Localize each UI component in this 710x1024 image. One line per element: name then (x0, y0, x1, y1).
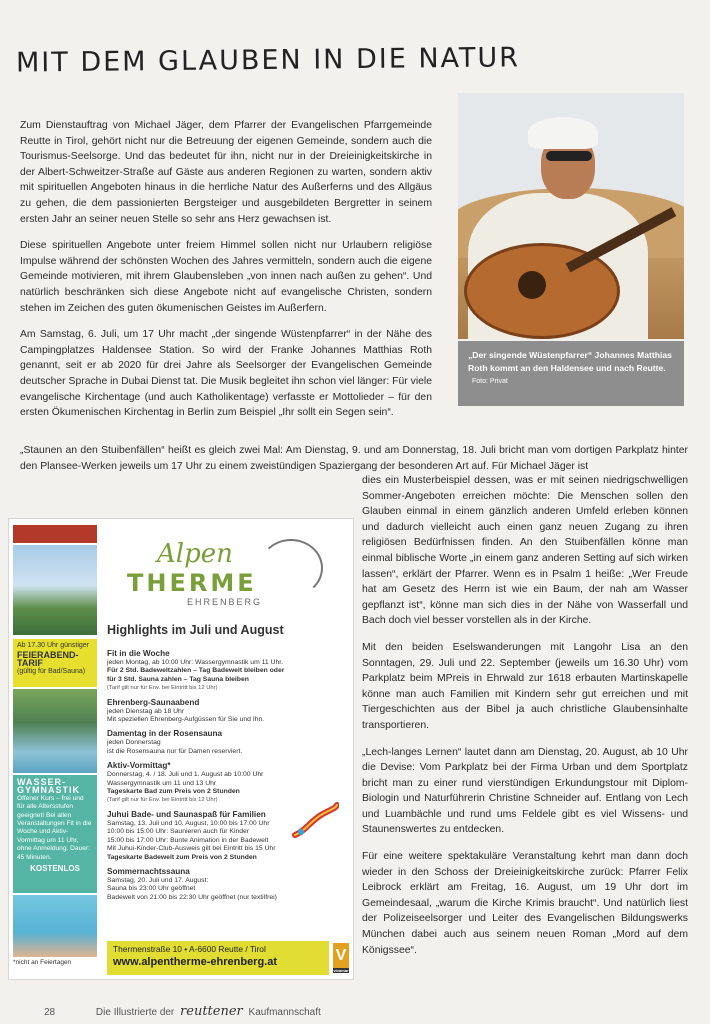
intro-text (20, 118, 432, 432)
highlight-line: Wassergymnastik um 11 und 13 Uhr (107, 779, 217, 787)
intro-paragraph: Diese spirituellen Angebote unter freiem Himmel sollen nicht nur Urlaubern religiöse Impulse während der schönsten Wochen des Jahres vermitteln, sondern auch die eigene Gemeinde motivieren, mit ihrem Glaubensleben „von innen nach außen zu gehen“. Und natürlich beschränken sich diese Angebote nicht auf evangelische Christen, sondern stehen im Zeichen des guten ökumenischen Geistes im Außerfern. (20, 240, 432, 314)
red-bar (13, 525, 97, 543)
ad-address: Thermenstraße 10 • A-6600 Reutte / Tirol (113, 944, 266, 954)
therme-exterior-photo (13, 689, 97, 773)
kostenlos-label: KOSTENLOS (30, 864, 80, 874)
highlight-title: Ehrenberg-Saunaabend (107, 697, 200, 707)
page-footer (44, 1004, 321, 1019)
highlight-line: jeden Dienstag ab 18 Uhr (107, 707, 185, 715)
highlight-item (107, 867, 347, 902)
holiday-note: *nicht an Feiertagen (13, 959, 72, 966)
highlight-line: Badewelt von 21:00 bis 22:30 Uhr geöffnet (nur textilfrei) (107, 893, 277, 901)
badge-text: vivamar (333, 968, 349, 973)
wassergymnastik-tile (13, 775, 97, 893)
column-paragraph: Für eine weitere spektakuläre Veranstaltung kehrt man dann doch wieder in den Schoss der Dreieinigkeitskirche zurück: Pfarrer Felix Leibrock erklärt am Freitag, 16. August, um 19 Uhr dort im Gemeindesaal, „warum die Kirche Krimis braucht“. Und natürlich liest der Polizeiseelsorger und Leiter des Evangelischen Bildungswerks München dabei auch aus seinem neuen Roman „Mord auf dem Königssee“. (362, 851, 688, 956)
highlight-title: Damentag in der Rosensauna (107, 729, 223, 739)
highlight-title: Aktiv-Vormittag* (107, 761, 171, 771)
highlight-line: (Tarif gilt nur für Erw. bei Eintritt bis 12 Uhr) (107, 685, 218, 692)
photo-credit: Foto: Privat (472, 378, 508, 385)
logo-alpen: Alpen (157, 539, 233, 569)
intro-paragraph: Zum Dienstauftrag von Michael Jäger, dem Pfarrer der Evangelischen Pfarrgemeinde Reutte in Tirol, gehört nicht nur die Betreuung der eigenen Gemeinde, sondern auch die Tourismus-Seelsorge. Und das bedeutet für ihn, nicht nur in der Dreieinigkeitskirche in der Albert-Schweitzer-Straße auf Gäste aus anderen Regionen zu warten, sondern aktiv mit spirituellen Angeboten hinaus in die herrliche Natur des Außerferns und des Allgäus zu gehen, die dem passionierten Bergsteiger und ausgebildeten Bergretter in seinem ersten Jahr an seiner neuen Stelle so sehr ans Herz gewachsen ist. (20, 120, 432, 225)
highlight-line: Samstag, 20. Juli und 17. August: (107, 876, 209, 884)
pastor-guitar-photo (458, 93, 684, 339)
page-number: 28 (44, 1007, 56, 1018)
highlight-title: Sommernachtssauna (107, 866, 190, 876)
logo-ehrenberg: EHRENBERG (187, 597, 263, 607)
vivamar-badge (333, 943, 349, 973)
highlight-line: für 3 Std. Sauna zahlen – Tag Sauna bleiben (107, 675, 249, 683)
photo-caption (458, 341, 684, 406)
footer-brand: reuttener (180, 1004, 243, 1019)
outdoor-pool-photo (13, 545, 97, 635)
highlight-item (107, 729, 347, 756)
full-width-paragraph: „Staunen an den Stuibenfällen“ heißt es gleich zwei Mal: Am Dienstag, 9. und am Donnerstag, 18. Juli bricht man vom dortigen Parkplatz hinter den Plansee-Werken jeweils um 17 Uhr zu einem zweistündigen Spaziergang der besonderen Art auf. Für Michael Jäger ist (20, 445, 688, 472)
alpentherme-logo (109, 533, 349, 613)
highlights-title: Highlights im Juli und August (107, 623, 284, 637)
caption-text: „Der singende Wüstenpfarrer“ Johannes Matthias Roth kommt an den Haldensee und nach Reutte. (468, 350, 672, 373)
highlight-line: Tageskarte Badewelt zum Preis von 2 Stunden (107, 853, 257, 861)
feierabend-small: Ab 17.30 Uhr günstiger (17, 642, 89, 649)
highlight-item (107, 649, 347, 693)
highlight-line: Sauna bis 23:00 Uhr geöffnet (107, 885, 196, 893)
column-paragraph: Mit den beiden Eselswanderungen mit Langohr Lisa an den Sonntagen, 29. Juli und 22. September (jeweils um 16.30 Uhr) vom Parkplatz beim MPreis in Ehrwald zur 1618 erbauten Martinskapelle könne man auch Familien mit Kindern sehr gut erreichen und mit Tiergeschichten aus der Bibel ja auch christliche Glaubensinhalte transportieren. (362, 641, 688, 731)
ad-website: www.alpentherme-ehrenberg.at (113, 956, 278, 968)
highlight-line: Samstag, 13. Juli und 10. August, 10:00 bis 17:00 Uhr (107, 819, 270, 827)
highlight-line: jeden Montag, ab 10:00 Uhr: Wassergymnastik um 11 Uhr. (107, 659, 284, 666)
highlights-list (107, 649, 347, 907)
highlight-line: Mit speziellen Ehrenberg-Aufgüssen für Sie und Ihn. (107, 716, 265, 724)
right-column-text (362, 473, 688, 969)
highlight-line: Donnerstag, 4. / 18. Juli und 1. August ab 10:00 Uhr (107, 771, 264, 779)
feierabend-note: (gültig für Bad/Sauna) (17, 667, 86, 675)
highlight-line: ist die Rosensauna nur für Damen reserviert. (107, 747, 243, 755)
alpentherme-advertisement (8, 518, 354, 980)
footer-prefix: Die Illustrierte der (95, 1007, 175, 1018)
ad-side-strip (13, 525, 97, 965)
footer-suffix: Kaufmannschaft (248, 1007, 321, 1018)
highlight-line: 10:00 bis 15:00 Uhr: Saunieren auch für Kinder (107, 828, 250, 836)
highlight-line: Mit Juhui-Kinder-Club-Ausweis gilt bei Eintritt bis 15 Uhr (107, 845, 276, 853)
highlight-line: Tageskarte Bad zum Preis von 2 Stunden (107, 788, 240, 796)
highlight-title: Juhui Bade- und Saunaspaß für Familien (107, 809, 266, 819)
highlight-line: jeden Donnerstag (107, 739, 161, 747)
feierabend-tile (13, 639, 97, 687)
badge-letter: V (335, 947, 347, 964)
logo-therme: THERME (127, 569, 257, 597)
intro-paragraph: Am Samstag, 6. Juli, um 17 Uhr macht „der singende Wüstenpfarrer“ in der Nähe des Campingplatzes Haldensee Station. So wird der Franke Johannes Matthias Roth genannt, seit er ab 2020 für drei Jahre als Seelsorger der Evangelischen Gemeinde deutscher Sprache in Dubai Dienst tat. Die Musik begleitet ihn schon viel länger: Für viele evangelische Kirchentage (und auch Katholikentage) verfasste er Mottolieder – für den ersten Ökumenischen Kirchentag in Berlin zum Beispiel „Ihr sollt ein Segen sein“. (20, 329, 432, 419)
article-headline: MIT DEM GLAUBEN IN DIE NATUR (15, 42, 521, 79)
highlight-line: 15:00 bis 17:00 Uhr: Bunte Animation in der Badewelt (107, 836, 269, 844)
water-slide-icon (291, 801, 339, 841)
wassergymnastik-text: Offener Kurs – frei und für alle Altersstufen geeignet! Bei allen Veranstaltungen Fit in die Woche und Aktiv-Vormittag um 11 Uhr, ohne Anmeldung. Dauer: 45 Minuten. (17, 794, 92, 861)
logo-arc-icon (259, 539, 323, 597)
highlight-line: (Tarif gilt nur für Erw. bei Eintritt bis 12 Uhr) (107, 797, 218, 804)
feierabend-title: FEIERABEND-TARIF (17, 649, 79, 668)
column-paragraph: dies ein Musterbeispiel dessen, was er mit seinen niedrigschwelligen Sommer-Angeboten erreichen möchte: Die Menschen sollen den Glauben einmal in einem gänzlich anderen Umfeld erleben können und dadurch vielleicht auch einen ganz neuen Zugang zu ihren religiösen Bedürfnissen finden. An den Stuibenfällen könne man einmal biblische Worte „in einem ganz anderen Setting auf sich wirken lassen“, erklärt der Pfarrer. Wenn es in Psalm 1 heiße: „Wer Freude hat am Gesetz des Herrn ist wie ein Baum, der nah am Wasser gepflanzt ist“, könne man sich dies in der Nähe von Wasserfall und Bach doch viel besser vorstellen als in der Kirche. (362, 475, 688, 627)
highlight-title: Fit in die Woche (107, 649, 170, 658)
wassergymnastik-title: WASSER-GYMNASTIK (17, 777, 80, 796)
ad-footer-bar (107, 941, 329, 975)
highlight-line: Für 2 Std. Badeweltzahlen – Tag Badewelt bleiben oder (107, 667, 285, 675)
highlight-item (107, 698, 347, 725)
highlight-item (107, 761, 347, 805)
column-paragraph: „Lech-langes Lernen“ lautet dann am Dienstag, 20. August, ab 10 Uhr die Devise: Vom Parkplatz bei der Firma Urban und dem Sportplatz bricht man zu einer rund vierstündigen Erkundungstour mit Diplom-Biologin und Naturführerin Christine Schneider auf. Entlang von Lech und Luambächle und rund ums Feldele gibt es viel Wissens- und Staunenswertes zu entdecken. (362, 746, 688, 836)
family-pool-photo (13, 895, 97, 957)
